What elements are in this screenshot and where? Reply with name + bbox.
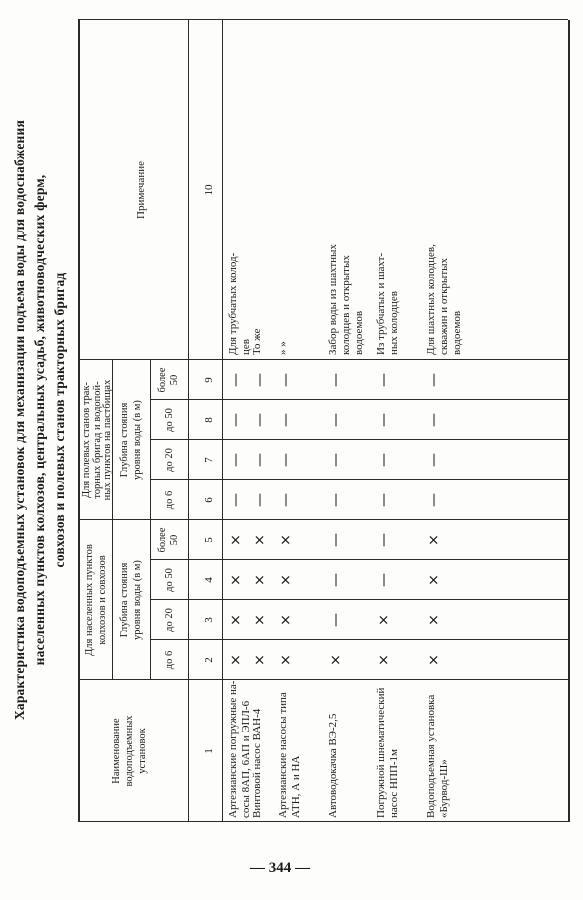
suitability-mark: — <box>376 453 392 467</box>
column-number: 7 <box>203 457 215 463</box>
suitability-mark: × <box>278 534 294 546</box>
table-left-rule <box>78 821 568 822</box>
suitability-mark: — <box>328 453 344 467</box>
suitability-mark: × <box>228 574 244 586</box>
suitability-mark: × <box>376 654 392 666</box>
suitability-mark: × <box>376 614 392 626</box>
suitability-mark: — <box>426 453 442 467</box>
suitability-mark: × <box>328 654 344 666</box>
depth-subheader: до 50 <box>164 408 175 432</box>
table-title-line-2: населенных пунктов колхозов, центральных усадьб, животноводческих ферм, <box>32 174 47 666</box>
column-number: 6 <box>203 497 215 503</box>
suitability-mark: — <box>328 613 344 627</box>
row-name: Артезианские погружные на- <box>227 680 239 818</box>
table-title-line-3: совхозов и полевых станов тракторных бригад <box>52 272 67 568</box>
suitability-mark: — <box>252 373 268 387</box>
column-number: 10 <box>203 184 215 196</box>
row-name: Автоводокачка ВЭ-2,5 <box>327 713 339 818</box>
column-number: 8 <box>203 417 215 423</box>
suitability-mark: — <box>278 413 294 427</box>
suitability-mark: — <box>376 533 392 547</box>
suitability-mark: — <box>328 573 344 587</box>
column-rule-9 <box>78 359 568 360</box>
depth-header-a: Глубина стояния <box>119 562 130 638</box>
column-number: 4 <box>203 577 215 583</box>
row-note: Из трубчатых и шахт- <box>375 252 387 355</box>
column-number: 3 <box>203 617 215 623</box>
column-number-rule <box>222 20 223 822</box>
row-note: цев <box>240 339 252 355</box>
suitability-mark: — <box>228 373 244 387</box>
suitability-mark: × <box>252 614 268 626</box>
page-number: — 344 — <box>250 860 310 876</box>
header-bottom-rule <box>188 20 189 822</box>
suitability-mark: × <box>252 534 268 546</box>
row-note: Для шахтных колодцев, <box>425 244 437 355</box>
column-number: 5 <box>203 537 215 543</box>
suitability-mark: — <box>252 453 268 467</box>
group-b-header: ных пунктов на пастбищах <box>102 379 113 501</box>
suitability-mark: — <box>228 413 244 427</box>
suitability-mark: — <box>376 373 392 387</box>
suitability-mark: — <box>376 413 392 427</box>
row-note: водоемов <box>353 310 365 355</box>
depth-subheader: до 6 <box>164 650 175 670</box>
depth-rule <box>150 360 151 680</box>
column-rule-5 <box>78 519 568 520</box>
row-name: АТН, А и НА <box>290 755 302 818</box>
suitability-mark: — <box>328 413 344 427</box>
row-note: скважин и открытых <box>438 257 450 355</box>
suitability-mark: × <box>426 534 442 546</box>
row-name: Винтовой насос ВАН-4 <box>251 708 263 818</box>
depth-subheader: более <box>157 367 168 393</box>
suitability-mark: — <box>252 493 268 507</box>
suitability-mark: — <box>426 413 442 427</box>
suitability-mark: — <box>228 453 244 467</box>
suitability-mark: × <box>426 614 442 626</box>
name-column-header: установок <box>137 728 148 774</box>
depth-subheader: 50 <box>169 534 180 546</box>
depth-subheader: до 20 <box>164 448 175 472</box>
depth-header-b: уровня воды (в м) <box>132 400 143 480</box>
suitability-mark: — <box>426 493 442 507</box>
row-name: «Бурвод-Ш» <box>438 759 450 818</box>
depth-subheader: 50 <box>169 374 180 386</box>
suitability-mark: — <box>328 373 344 387</box>
row-name: сосы 8АП, 6АП и ЭПЛ-6 <box>240 700 252 818</box>
row-name: Погружной шнематический <box>375 687 387 818</box>
depth-header-b: Глубина стояния <box>119 402 130 478</box>
suitability-mark: × <box>228 534 244 546</box>
row-note: водоемов <box>451 310 463 355</box>
name-column-header: водоподъемных <box>124 715 135 787</box>
suitability-mark: — <box>278 453 294 467</box>
row-name: насос НПП-1м <box>388 748 400 818</box>
suitability-mark: — <box>328 493 344 507</box>
depth-subheader: до 50 <box>164 568 175 592</box>
suitability-mark: — <box>252 413 268 427</box>
table-bottom-rule <box>568 20 570 822</box>
column-rule-1 <box>78 679 568 680</box>
name-column-header: Наименование <box>111 718 122 784</box>
suitability-mark: × <box>426 574 442 586</box>
depth-subheader: до 20 <box>164 608 175 632</box>
suitability-mark: — <box>278 373 294 387</box>
suitability-mark: × <box>426 654 442 666</box>
suitability-mark: × <box>278 574 294 586</box>
suitability-mark: × <box>228 614 244 626</box>
depth-subheader: более <box>157 527 168 553</box>
row-note: То же <box>251 328 263 355</box>
row-note: Для трубчатых колод- <box>227 252 239 355</box>
row-name: Водоподъемная установка <box>425 694 437 818</box>
suitability-mark: × <box>278 614 294 626</box>
column-number: 2 <box>203 657 215 663</box>
suitability-mark: × <box>252 574 268 586</box>
group-b-header: торных бригад и водопой- <box>91 381 103 499</box>
group-a-header: колхозов и совхозов <box>97 555 108 645</box>
row-name: Артезианские насосы типа <box>277 692 289 818</box>
suitability-mark: — <box>328 533 344 547</box>
suitability-mark: — <box>426 373 442 387</box>
table-right-rule <box>78 19 568 20</box>
note-column-header: Примечание <box>135 161 147 219</box>
row-note: ных колодцев <box>388 291 400 355</box>
group-b-header: Для полевых станов трак- <box>81 381 92 499</box>
depth-subheader: до 6 <box>164 490 175 510</box>
suitability-mark: × <box>278 654 294 666</box>
suitability-mark: — <box>228 493 244 507</box>
suitability-mark: — <box>376 573 392 587</box>
suitability-mark: × <box>252 654 268 666</box>
suitability-mark: — <box>278 493 294 507</box>
group-a-header: Для населенных пунктов <box>84 544 95 656</box>
depth-header-a: уровня воды (в м) <box>132 560 143 640</box>
suitability-mark: — <box>376 493 392 507</box>
row-note: колодцев и открытых <box>340 255 352 355</box>
row-note: » » <box>277 341 289 355</box>
suitability-mark: × <box>228 654 244 666</box>
table-title-line-1: Характеристика водоподъемных установок для механизации подъема воды для водоснабжения <box>12 119 27 721</box>
column-number: 9 <box>203 377 215 383</box>
row-note: Забор воды из шахтных <box>327 244 339 355</box>
column-number: 1 <box>203 748 215 754</box>
